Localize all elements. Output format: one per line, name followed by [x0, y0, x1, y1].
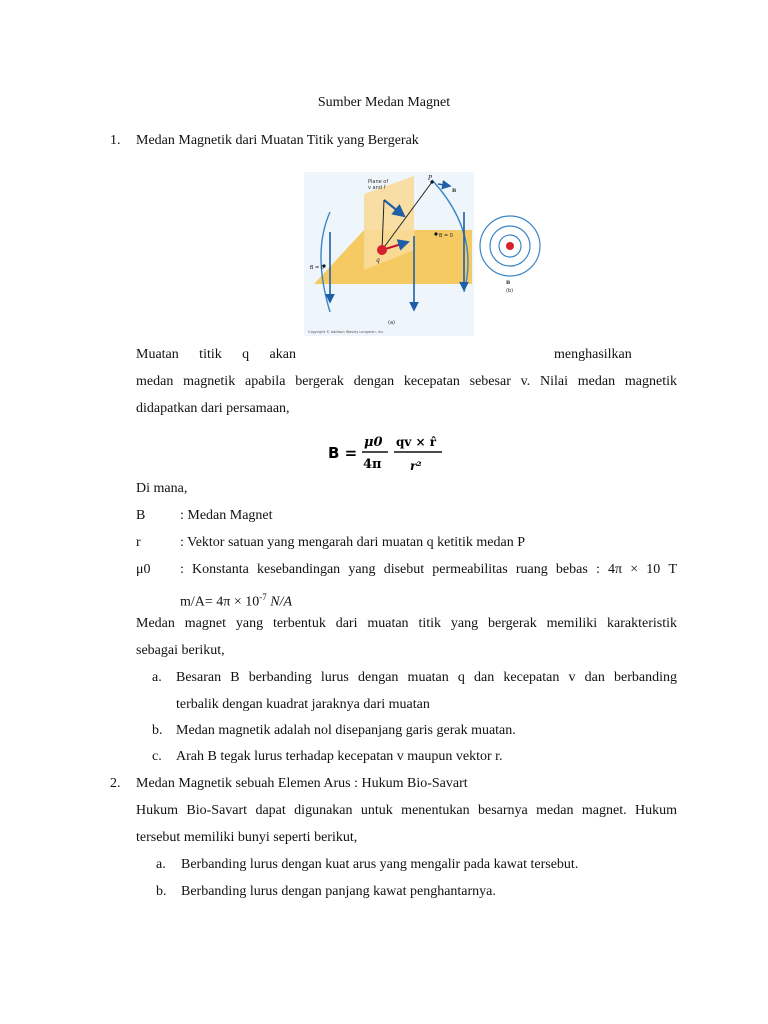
list1-item-c-text: Arah B tegak lurus terhadap kecepatan v maupun vektor r.: [176, 749, 503, 764]
list1-item-a-line1: [176, 669, 677, 687]
def-mu0-desc: [180, 561, 677, 579]
para1-line2: [136, 373, 677, 391]
point-charge: [377, 245, 387, 255]
charge-q-label: q: [376, 257, 380, 264]
list1-item-b-text: Medan magnetik adalah nol disepanjang garis gerak muatan.: [176, 723, 516, 738]
b-label-at-p: B: [452, 188, 457, 194]
plane-label-1: Plane of: [368, 179, 389, 185]
biot-savart-point-charge-formula: [326, 428, 446, 478]
list1-item-b-mark: b.: [152, 723, 163, 738]
def-r-desc: : Vektor satuan yang mengarah dari muatan q ketitik medan P: [180, 535, 525, 550]
sec2-para-line1-text: Hukum Bio-Savart dapat digunakan untuk menentukan besarnya medan magnet. Hukum: [136, 803, 677, 818]
where-label: Di mana,: [136, 481, 188, 496]
formula-r-squared: r²: [410, 459, 422, 473]
b-zero-left-label: B = 0: [310, 265, 324, 271]
def-mu0-cont-a: m/A= 4π × 10: [180, 594, 260, 610]
list1-item-c-mark: c.: [152, 749, 162, 764]
para2-line2: sebagai berikut,: [136, 643, 225, 658]
def-mu0-symbol: μ0: [136, 562, 151, 577]
point-p-label: P: [428, 175, 433, 182]
formula-lhs: B =: [328, 444, 358, 462]
sec2-para-line1: [136, 802, 677, 820]
list2-item-a-text: Berbanding lurus dengan kuat arus yang mengalir pada kawat tersebut.: [181, 857, 579, 872]
list1-item-a-mark: a.: [152, 670, 162, 685]
para1-line2-text: medan magnetik apabila bergerak dengan kecepatan sebesar v. Nilai medan magnetik: [136, 374, 677, 389]
formula-mu0: μ0: [364, 435, 383, 450]
def-mu0-cont-b: N/A: [270, 594, 293, 610]
para2-line1-text: Medan magnet yang terbentuk dari muatan titik yang bergerak memiliki karakteristik: [136, 616, 677, 631]
charge-top-view: [506, 242, 514, 250]
para2-line1: [136, 615, 677, 633]
formula-qv-cross-r: qv × r̂: [396, 435, 437, 449]
section-2-heading: Medan Magnetik sebuah Elemen Arus : Hukum Bio-Savart: [136, 776, 468, 791]
para1-line1-right: menghasilkan: [554, 347, 632, 362]
panel-a-label: (a): [388, 320, 395, 326]
def-mu0-continuation: [180, 588, 292, 612]
list1-item-a-line2: terbalik dengan kuadrat jaraknya dari muatan: [176, 697, 430, 712]
b-zero-right-label: B = 0: [439, 233, 453, 239]
list2-item-a-mark: a.: [156, 857, 166, 872]
section-2-number: 2.: [110, 776, 121, 791]
list2-item-b-text: Berbanding lurus dengan panjang kawat penghantarnya.: [181, 884, 496, 899]
page-title: Sumber Medan Magnet: [317, 95, 451, 110]
para1-line1-left-text: Muatan titik q akan: [136, 347, 296, 362]
magnetic-field-figure: [304, 172, 544, 336]
figure-copyright: Copyright © Addison Wesley Longman, Inc.: [308, 330, 385, 334]
def-b-symbol: B: [136, 508, 146, 523]
formula-4pi: 4π: [363, 457, 382, 472]
section-1-heading: Medan Magnetik dari Muatan Titik yang Bergerak: [136, 133, 419, 148]
para1-line1-left: [136, 346, 296, 364]
def-mu0-desc-text: : Konstanta kesebandingan yang disebut permeabilitas ruang bebas : 4π × 10 T: [180, 562, 677, 577]
panel-b-label: (b): [506, 288, 514, 294]
def-r-symbol: r: [136, 535, 141, 550]
def-b-desc: : Medan Magnet: [180, 508, 273, 523]
sec2-para-line2: tersebut memiliki bunyi seperti berikut,: [136, 830, 358, 845]
para1-line3: didapatkan dari persamaan,: [136, 401, 290, 416]
list2-item-b-mark: b.: [156, 884, 167, 899]
list1-item-a-line1-text: Besaran B berbanding lurus dengan muatan q dan kecepatan v dan berbanding: [176, 670, 677, 685]
zero-point-right-dot: [434, 232, 437, 235]
section-1-number: 1.: [110, 133, 121, 148]
def-mu0-cont-exp: -7: [259, 592, 267, 602]
panel-b-b-label: B: [506, 280, 511, 286]
plane-label-2: v and r̂: [368, 185, 386, 191]
